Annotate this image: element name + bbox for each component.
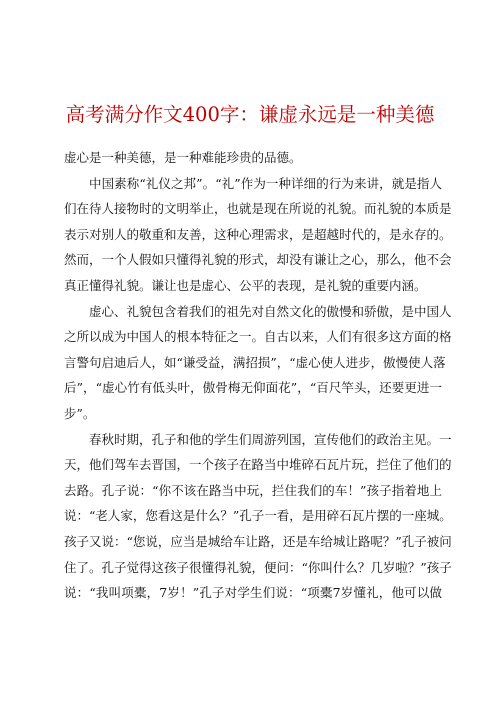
document-body (64, 145, 452, 606)
text-line: 春秋时期，孔子和他的学生们周游列国，宣传他们的政治主见。一 (89, 431, 452, 447)
text-line: 之所以成为中国人的根本特征之一。自古以来，人们有很多这方面的格 (64, 329, 452, 345)
text-line: 真正懂得礼貌。谦让也是虚心、公平的表现，是礼貌的重要内涵。 (64, 277, 427, 293)
text-line: 后”，“虚心竹有低头叶，傲骨梅无仰面花”，“百尺竿头，还要更进一 (64, 380, 442, 396)
text-line: 们在待人接物时的文明举止，也就是现在所说的礼貌。而礼貌的本质是 (64, 201, 452, 217)
text-line: 然而，一个人假如只懂得礼貌的形式，却没有谦让之心，那么，他不会 (64, 252, 452, 268)
text-line: 言警句启迪后人，如“谦受益，满招损”，“虚心使人进步，傲慢使人落 (64, 354, 446, 370)
document-title: 高考满分作文400字：谦虚永远是一种美德 (65, 103, 435, 126)
text-line: 孩子又说：“您说，应当是城给车让路，还是车给城让路呢？”孔子被问 (64, 533, 452, 549)
text-line: 表示对别人的敬重和友善，这种心理需求，是超越时代的，是永存的。 (64, 226, 452, 242)
text-line: 虚心是一种美德，是一种难能珍贵的品德。 (64, 150, 302, 165)
text-line: 虚心、礼貌包含着我们的祖先对自然文化的傲慢和骄傲，是中国人 (89, 303, 452, 319)
text-line: 住了。孔子觉得这孩子很懂得礼貌，便问：“你叫什么？几岁啦？”孩子 (64, 559, 452, 575)
text-line: 去路。孔子说：“你不该在路当中玩，拦住我们的车！”孩子指着地上 (64, 482, 442, 498)
text-line: 说：“我叫项橐，7岁！”孔子对学生们说：“项橐7岁懂礼，他可以做 (64, 585, 443, 601)
text-line: 天，他们驾车去晋国，一个孩子在路当中堆碎石瓦片玩，拦住了他们的 (64, 457, 452, 473)
text-line: 说：“老人家，您看这是什么？”孔子一看，是用碎石瓦片摆的一座城。 (64, 508, 452, 524)
text-line: 步”。 (64, 405, 96, 421)
text-line: 中国素称“礼仪之邦”。“礼”作为一种详细的行为来讲，就是指人 (89, 175, 442, 191)
